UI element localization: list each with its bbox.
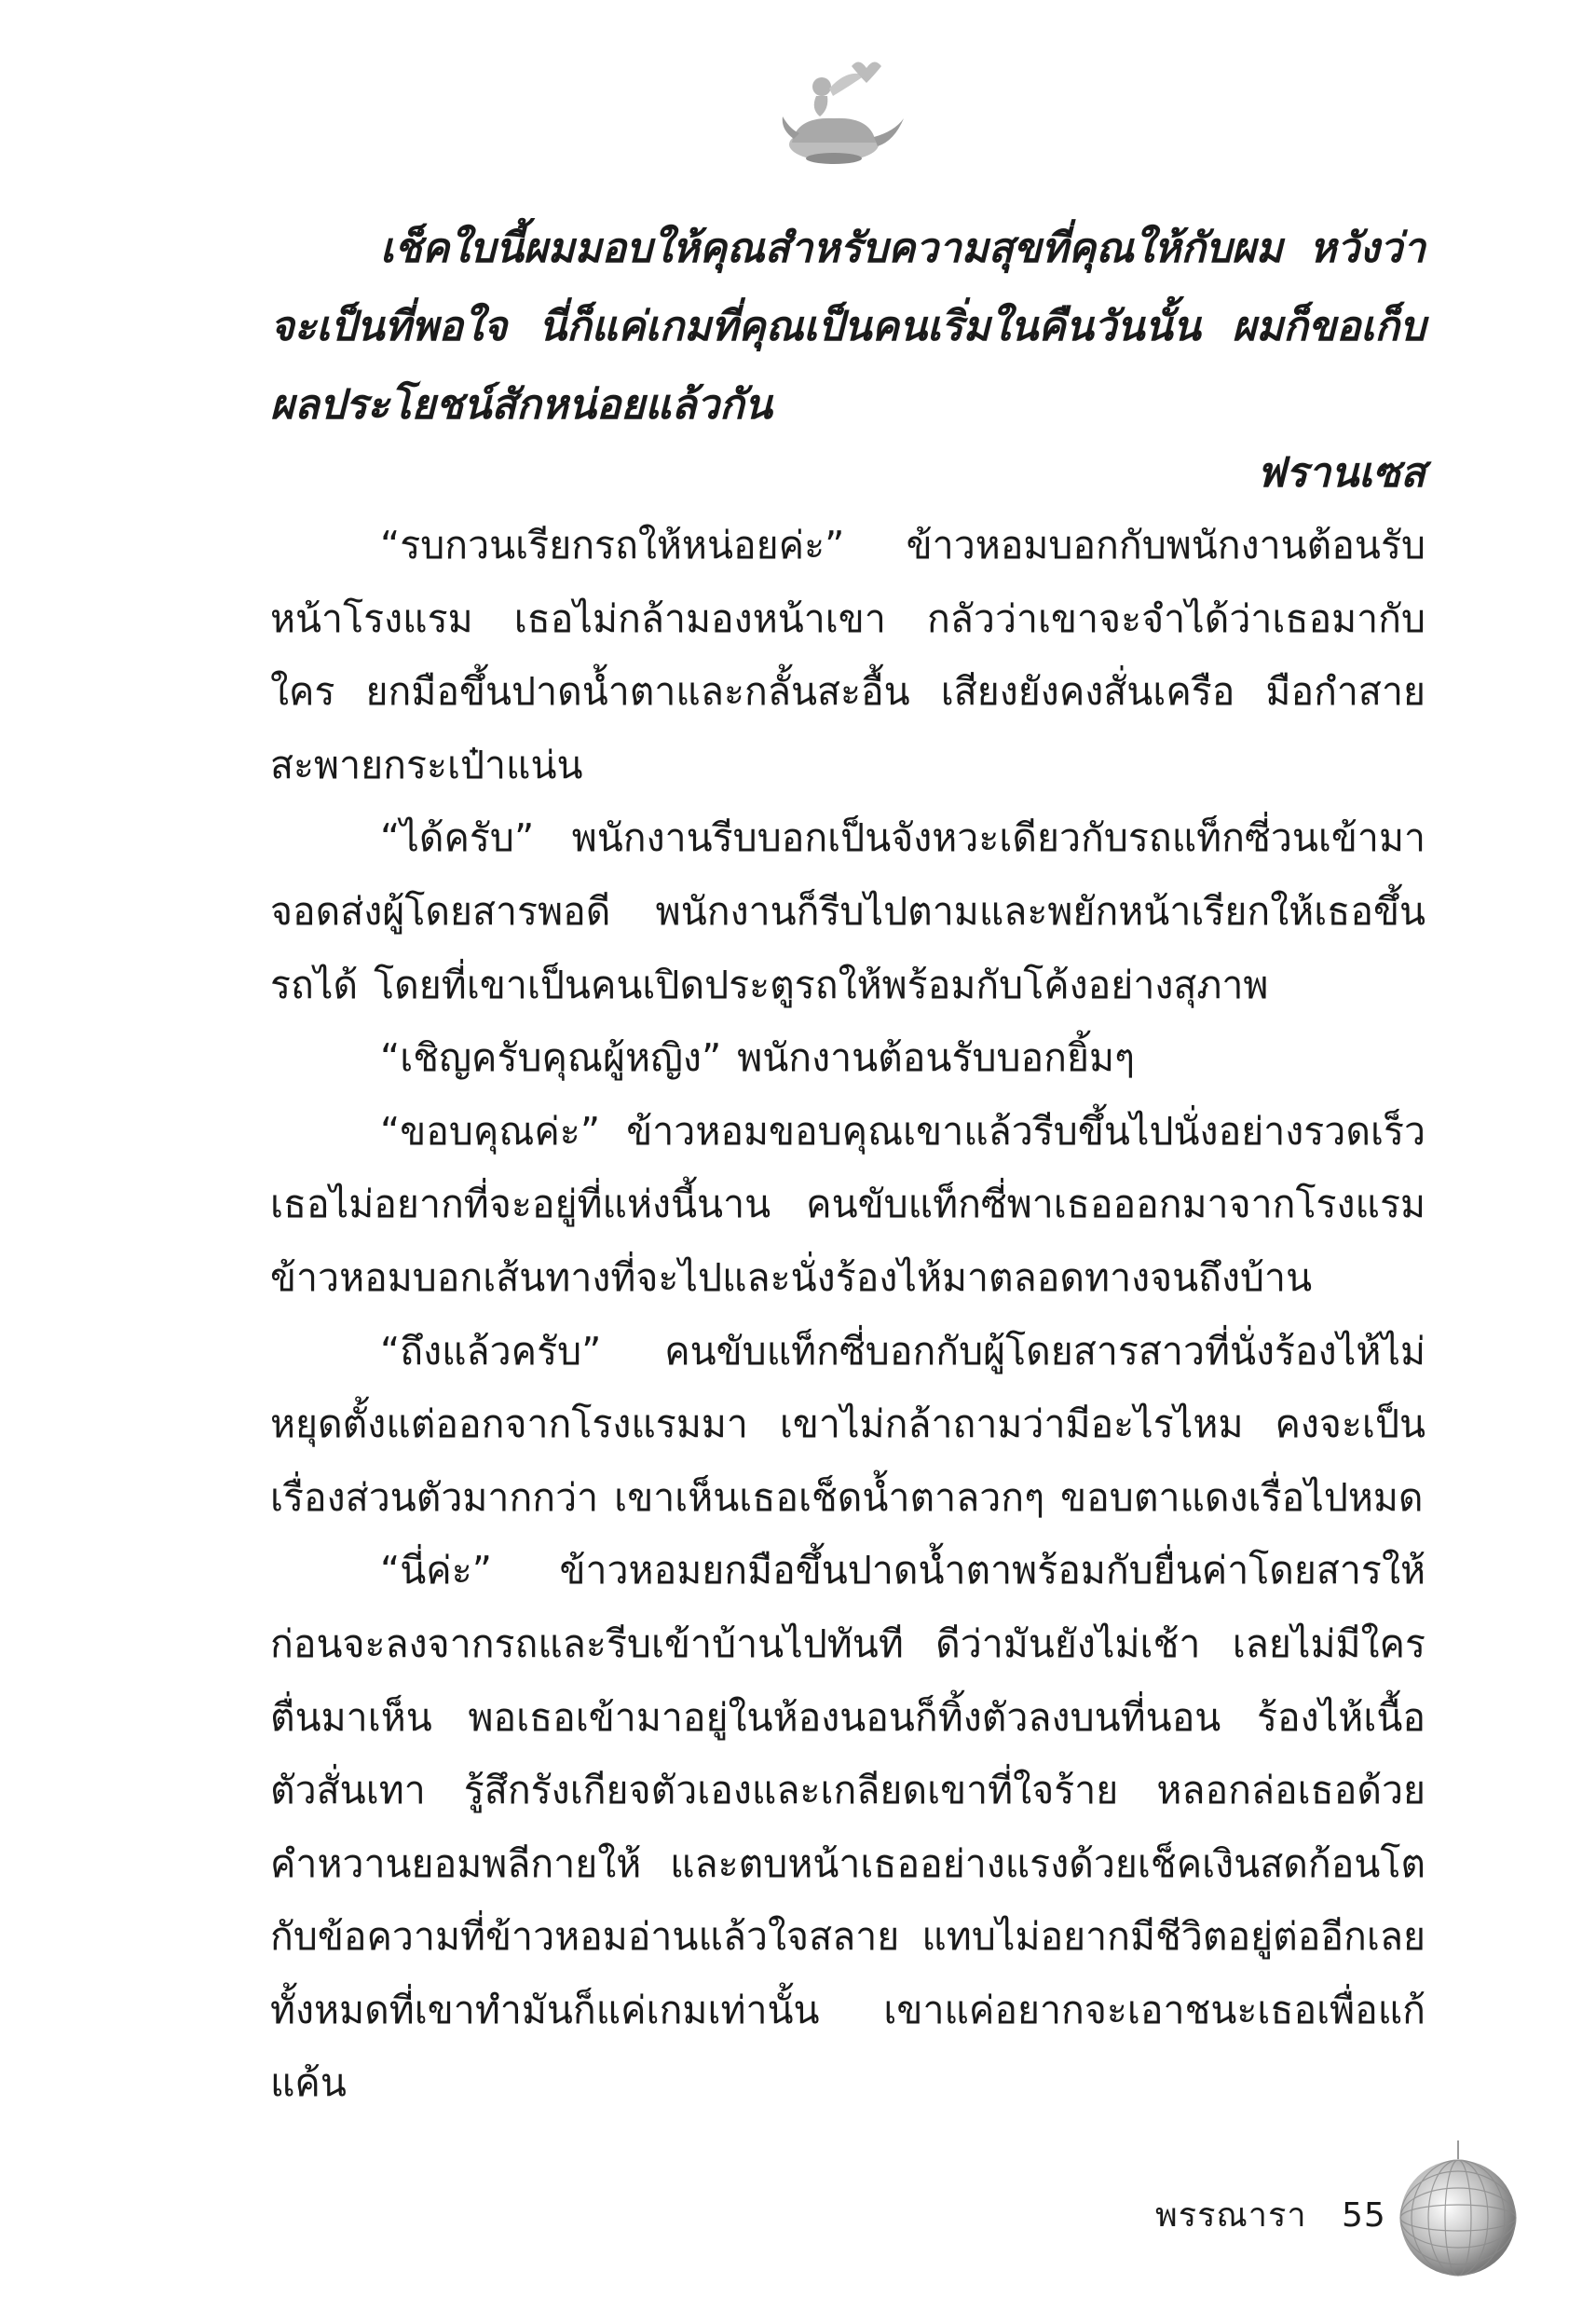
lamp-with-cupid-icon bbox=[755, 51, 913, 172]
paragraph: “ขอบคุณค่ะ” ข้าวหอมขอบคุณเขาแล้วรีบขึ้นไปนั่งอย่างรวดเร็ว เธอไม่อยากที่จะอยู่ที่แห่งนี้นาน คนขับแท็กซี่พาเธอออกมาจากโรงแรม ข้าวหอมบอกเส้นทางที่จะไปและนั่งร้องไห้มาตลอดทางจนถึงบ้าน bbox=[270, 1108, 1425, 1300]
paragraph: “เชิญครับคุณผู้หญิง” พนักงานต้อนรับบอกยิ้มๆ bbox=[380, 1035, 1136, 1081]
book-title: พรรณารา bbox=[1155, 2196, 1307, 2235]
letter-signature: ฟรานเซส bbox=[1256, 449, 1425, 497]
letter-text: เช็คใบนี้ผมมอบให้คุณสำหรับความสุขที่คุณให้กับผม หวังว่าจะเป็นที่พอใจ นี่ก็แค่เกมที่คุณเป็นคนเริ่มในคืนวันนั้น ผมก็ขอเก็บผลประโยชน์สักหน่อยแล้วกัน bbox=[270, 225, 1425, 429]
disco-ball-icon bbox=[1388, 2139, 1528, 2278]
paragraph: “ถึงแล้วครับ” คนขับแท็กซี่บอกกับผู้โดยสารสาวที่นั่งร้องไห้ไม่หยุดตั้งแต่ออกจากโรงแรมมา เขาไม่กล้าถามว่ามีอะไรไหม คงจะเป็นเรื่องส่วนตัวมากกว่า เขาเห็นเธอเช็ดน้ำตาลวกๆ ขอบตาแดงเรื่อไปหมด bbox=[270, 1328, 1425, 1520]
paragraph: “ได้ครับ” พนักงานรีบบอกเป็นจังหวะเดียวกับรถแท็กซี่วนเข้ามาจอดส่งผู้โดยสารพอดี พนักงานก็รีบไปตามและพยักหน้าเรียกให้เธอขึ้นรถได้ โดยที่เขาเป็นคนเปิดประตูรถให้พร้อมกับโค้งอย่างสุภาพ bbox=[270, 815, 1425, 1007]
paragraph: “นี่ค่ะ” ข้าวหอมยกมือขึ้นปาดน้ำตาพร้อมกับยื่นค่าโดยสารให้ก่อนจะลงจากรถและรีบเข้าบ้านไปทันที ดีว่ามันยังไม่เช้า เลยไม่มีใครตื่นมาเห็น พอเธอเข้ามาอยู่ในห้องนอนก็ทิ้งตัวลงบนที่นอน ร้องไห้เนื้อตัวสั่นเทา รู้สึกรังเกียจตัวเองและเกลียดเขาที่ใจร้าย หลอกล่อเธอด้วยคำหวานยอมพลีกายให้ และตบหน้าเธออย่างแรงด้วยเช็คเงินสดก้อนโตกับข้อความที่ข้าวหอมอ่านแล้วใจสลาย แทบไม่อยากมีชีวิตอยู่ต่ออีกเลย ทั้งหมดที่เขาทำมันก็แค่เกมเท่านั้น เขาแค่อยากจะเอาชนะเธอเพื่อแก้แค้น bbox=[270, 1548, 1425, 2106]
paragraph: “รบกวนเรียกรถให้หน่อยค่ะ” ข้าวหอมบอกกับพนักงานต้อนรับหน้าโรงแรม เธอไม่กล้ามองหน้าเขา กลัวว่าเขาจะจำได้ว่าเธอมากับใคร ยกมือขึ้นปาดน้ำตาและกลั้นสะอื้น เสียงยังคงสั่นเครือ มือกำสายสะพายกระเป๋าแน่น bbox=[270, 523, 1425, 787]
page-footer bbox=[1155, 2195, 1386, 2236]
page-number: 55 bbox=[1341, 2196, 1386, 2235]
story-body bbox=[270, 509, 1425, 2120]
